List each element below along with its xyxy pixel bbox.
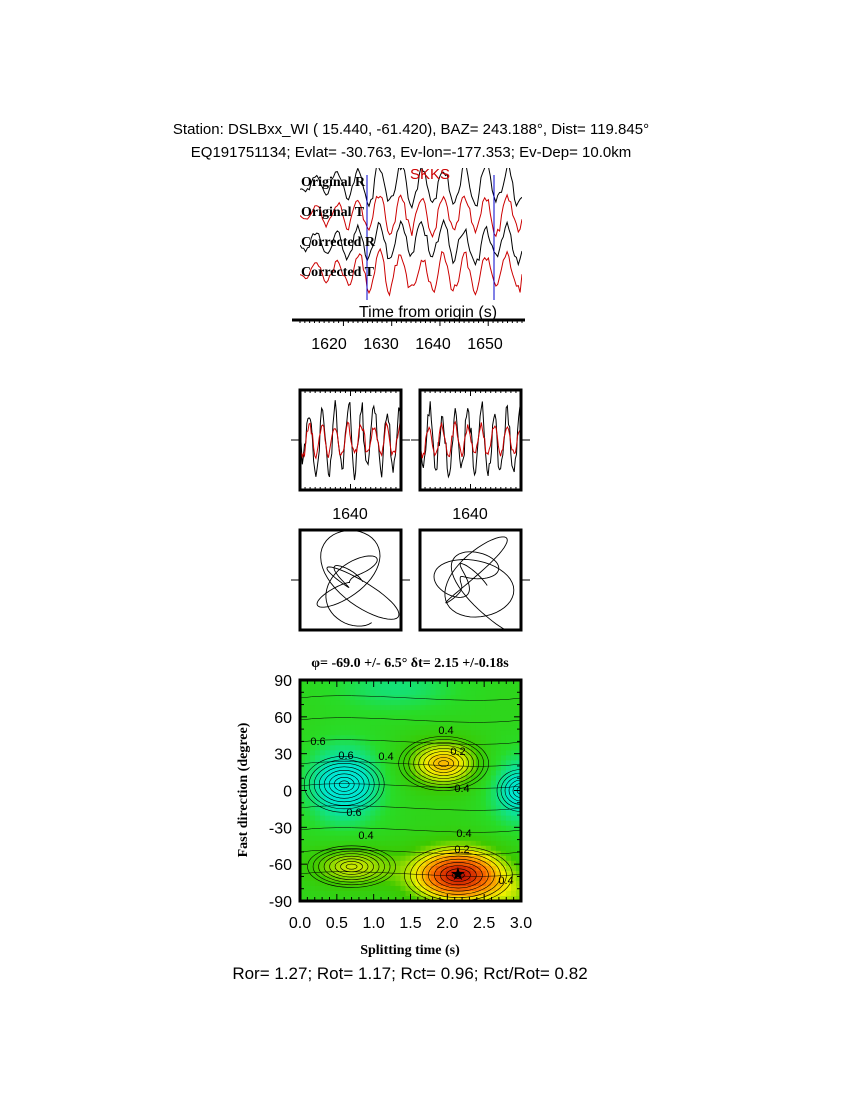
transverse-window-trace bbox=[300, 422, 401, 458]
grid-x-tick-label: 2.5 bbox=[473, 915, 496, 932]
window-panel-right bbox=[411, 390, 530, 523]
contour-label: 0.6 bbox=[310, 736, 326, 748]
grid-x-tick-label: 1.5 bbox=[399, 915, 422, 932]
trace-axis-ticks bbox=[300, 320, 522, 326]
contour-label: 0.4 bbox=[454, 783, 470, 795]
phase-label: SKKS bbox=[409, 166, 451, 183]
trace-xlabel: Time from origin (s) bbox=[358, 304, 498, 321]
particle-motion-left bbox=[291, 530, 410, 630]
grid-ylabel: Fast direction (degree) bbox=[236, 722, 251, 858]
trace-tick-label-1620: 1620 bbox=[311, 336, 347, 353]
contour-label: 0.2 bbox=[450, 746, 466, 758]
contour-label: 0.4 bbox=[498, 875, 514, 887]
trace-tick-label-1650: 1650 bbox=[467, 336, 503, 353]
particle-motion-trace bbox=[317, 530, 399, 626]
transverse-window-trace bbox=[420, 422, 521, 458]
window-tick-left: 1640 bbox=[332, 506, 368, 523]
trace-tick-label-1630: 1630 bbox=[363, 336, 399, 353]
grid-x-tick-label: 3.0 bbox=[509, 915, 533, 932]
trace-tick-label-1640: 1640 bbox=[415, 336, 451, 353]
grid-y-tick-label: -60 bbox=[268, 857, 292, 875]
trace-label-corrected-r: Corrected R bbox=[301, 235, 375, 250]
trace-panel bbox=[292, 163, 525, 354]
contour-label: 0.4 bbox=[438, 725, 454, 737]
contour-label: 0.2 bbox=[454, 844, 470, 856]
contour-label: 0.4 bbox=[358, 830, 374, 842]
trace-label-corrected-t: Corrected T bbox=[301, 265, 374, 280]
grid-x-tick-label: 2.0 bbox=[436, 915, 459, 932]
grid-y-tick-label: 0 bbox=[283, 783, 292, 801]
best-fit-star-icon: ★ bbox=[449, 864, 467, 884]
contour-label: 0.6 bbox=[346, 807, 362, 819]
splitting-ratios: Ror= 1.27; Rot= 1.17; Rct= 0.96; Rct/Rot= 0.82 bbox=[232, 964, 588, 983]
header-line2: EQ191751134; Evlat= -30.763, Ev-lon=-177.353; Ev-Dep= 10.0km bbox=[190, 144, 632, 161]
grid-x-tick-label: 1.0 bbox=[362, 915, 385, 932]
trace-label-original-t: Original T bbox=[301, 205, 365, 220]
grid-y-tick-label: 30 bbox=[274, 746, 292, 764]
particle-motion-right bbox=[420, 530, 530, 631]
grid-y-tick-label: 90 bbox=[274, 673, 292, 690]
error-grid-panel bbox=[236, 656, 545, 958]
grid-xlabel: Splitting time (s) bbox=[360, 943, 460, 958]
trace-label-original-r: Original R bbox=[301, 175, 366, 190]
contour-label: 0.4 bbox=[378, 751, 394, 763]
window-panel-left bbox=[291, 390, 410, 523]
grid-y-tick-label: 60 bbox=[274, 709, 292, 727]
grid-y-tick-label: -30 bbox=[268, 820, 292, 838]
contour-label: 0.4 bbox=[456, 828, 472, 840]
grid-x-tick-label: 0.0 bbox=[288, 915, 312, 932]
header-line1: Station: DSLBxx_WI ( 15.440, -61.420), BAZ= 243.188°, Dist= 119.845° bbox=[172, 121, 650, 138]
particle-motion-trace bbox=[434, 537, 514, 631]
grid-y-tick-label: -90 bbox=[268, 894, 292, 911]
grid-title: φ= -69.0 +/- 6.5° δt= 2.15 +/-0.18s bbox=[311, 656, 509, 671]
contour-label: 0.6 bbox=[338, 750, 354, 762]
window-tick-right: 1640 bbox=[452, 506, 488, 523]
grid-x-tick-label: 0.5 bbox=[325, 915, 348, 932]
